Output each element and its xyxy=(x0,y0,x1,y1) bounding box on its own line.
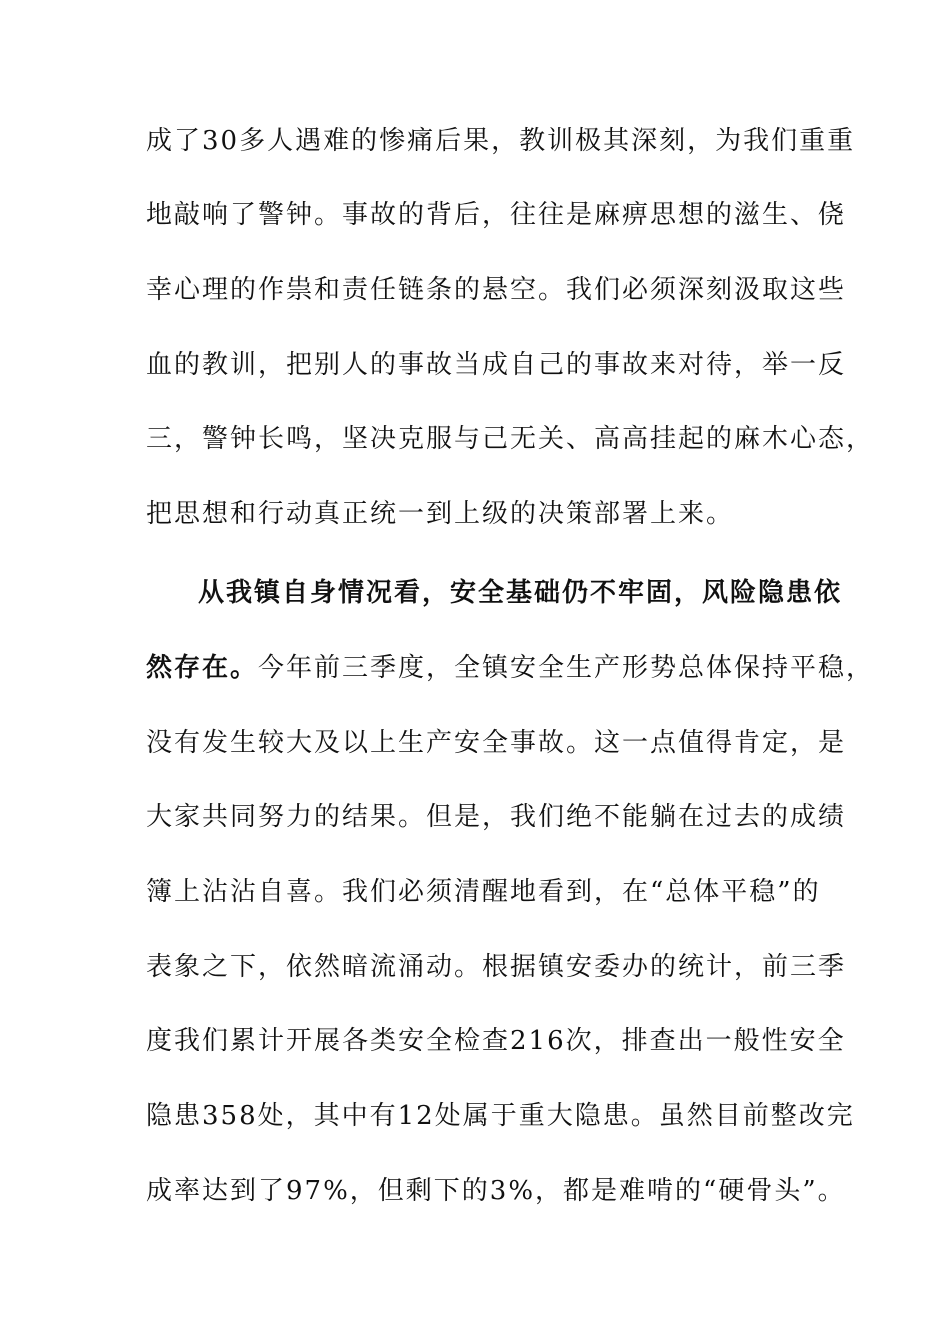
text-line-rest: 今年前三季度，全镇安全生产形势总体保持平稳， xyxy=(258,653,875,683)
text-line: 度我们累计开展各类安全检查216次，排查出一般性安全 xyxy=(146,1026,846,1056)
text-line: 大家共同努力的结果。但是，我们绝不能躺在过去的成绩 xyxy=(146,802,847,832)
text-line: 隐患358处，其中有12处属于重大隐患。虽然目前整改完 xyxy=(146,1101,855,1131)
section-heading-line: 从我镇自身情况看，安全基础仍不牢固，风险隐患依 xyxy=(198,578,843,608)
text-line: 三，警钟长鸣，坚决克服与己无关、高高挂起的麻木心态， xyxy=(146,424,875,454)
text-line: 簿上沾沾自喜。我们必须清醒地看到，在“总体平稳”的 xyxy=(146,877,821,907)
text-line: 幸心理的作祟和责任链条的悬空。我们必须深刻汲取这些 xyxy=(146,275,847,305)
text-line: 把思想和行动真正统一到上级的决策部署上来。 xyxy=(146,499,735,529)
text-line: 地敲响了警钟。事故的背后，往往是麻痹思想的滋生、侥 xyxy=(146,200,847,230)
text-line: 血的教训，把别人的事故当成自己的事故来对待，举一反 xyxy=(146,350,847,380)
text-line: 没有发生较大及以上生产安全事故。这一点值得肯定，是 xyxy=(146,728,847,758)
text-line: 成率达到了97%，但剩下的3%，都是难啃的“硬骨头”。 xyxy=(146,1176,846,1206)
text-line: 表象之下，依然暗流涌动。根据镇安委办的统计，前三季 xyxy=(146,952,847,982)
text-line-mixed xyxy=(146,653,874,683)
text-line: 成了30多人遇难的惨痛后果，教训极其深刻，为我们重重 xyxy=(146,126,856,156)
section-heading-end: 然存在。 xyxy=(146,653,259,683)
